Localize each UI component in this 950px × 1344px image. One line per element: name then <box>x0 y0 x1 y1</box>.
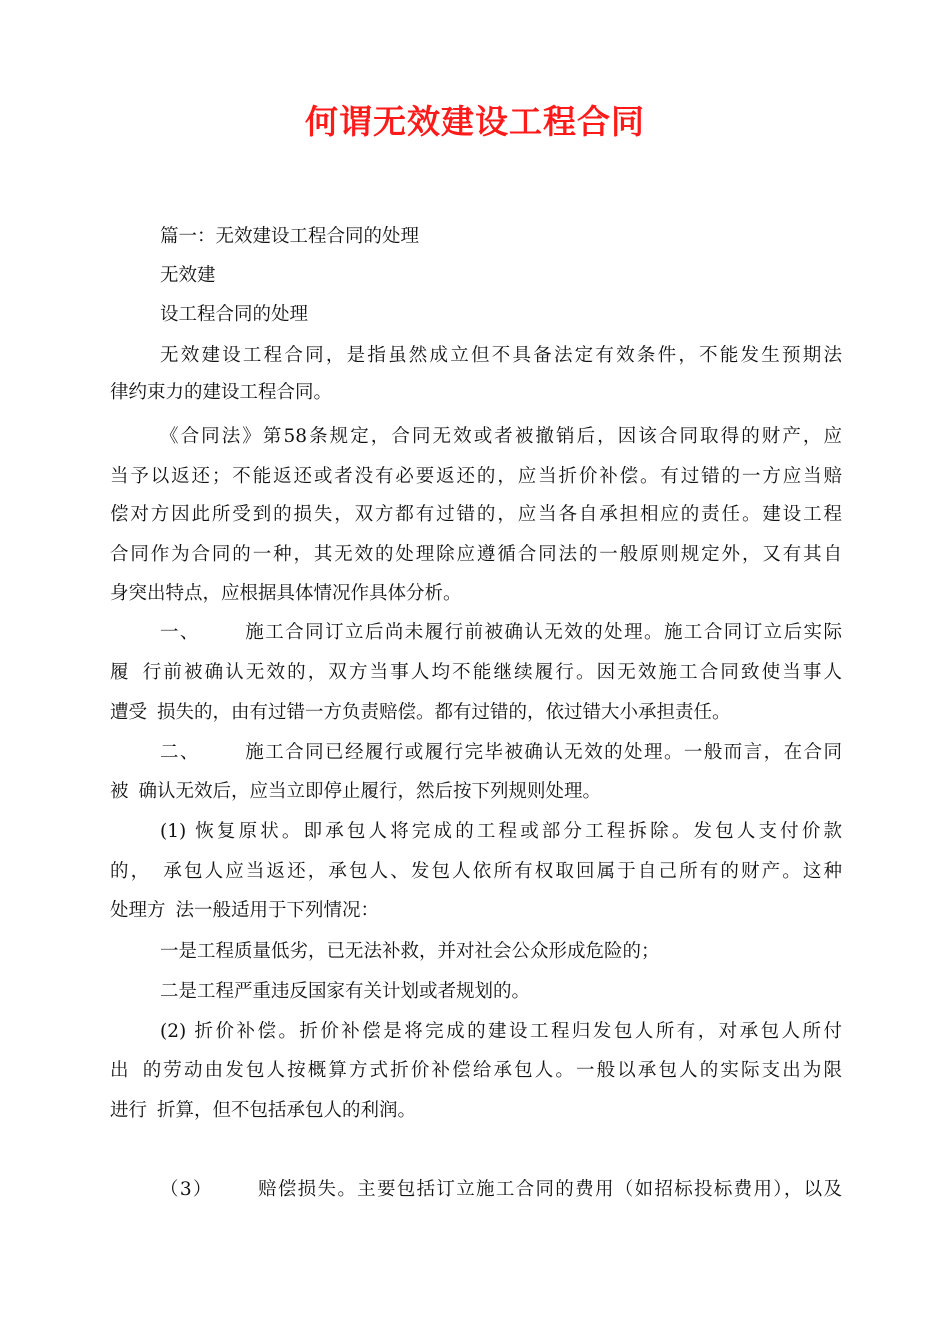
item-one-line: 处理方 法一般适用于下列情况： <box>110 900 380 921</box>
document-title: 何谓无效建设工程合同 <box>305 102 645 141</box>
item-two-line: 进行 折算，但不包括承包人的利润。 <box>110 1100 417 1121</box>
item-one-line: (1) 恢复原状。即承包人将完成的工程或部分工程拆除。发包人支付价款 <box>160 821 842 842</box>
paragraph-line: 偿对方因此所受到的损失，双方都有过错的，应当各自承担相应的责任。建设工程 <box>110 504 842 525</box>
paragraph-line: 身突出特点，应根据具体情况作具体分析。 <box>110 583 462 604</box>
split-heading-line: 无效建 <box>160 265 216 286</box>
case-two-marker: 二、 <box>160 742 200 763</box>
case-two-line: 被 确认无效后，应当立即停止履行，然后按下列规则处理。 <box>110 781 602 802</box>
item-two-line: (2) 折价补偿。折价补偿是将完成的建设工程归发包人所有，对承包人所付 <box>160 1021 842 1042</box>
case-one-line: 遭受 损失的，由有过错一方负责赔偿。都有过错的，依过错大小承担责任。 <box>110 702 731 723</box>
case-two-line: 二、 施工合同已经履行或履行完毕被确认无效的处理。一般而言，在合同 <box>160 742 842 763</box>
case-one-line: 一、 施工合同订立后尚未履行前被确认无效的处理。施工合同订立后实际 <box>160 622 842 643</box>
item-three-line: （3） 赔偿损失。主要包括订立施工合同的费用（如招标投标费用），以及 <box>160 1179 842 1200</box>
item-three-marker: （3） <box>160 1179 213 1200</box>
item-two-line: 出 的劳动由发包人按概算方式折价补偿给承包人。一般以承包人的实际支出为限 <box>110 1060 842 1081</box>
paragraph-line: 《合同法》第58条规定，合同无效或者被撤销后，因该合同取得的财产，应 <box>160 426 842 447</box>
paragraph-line: 合同作为合同的一种，其无效的处理除应遵循合同法的一般原则规定外，又有其自 <box>110 544 842 565</box>
paragraph-line: 律约束力的建设工程合同。 <box>110 382 333 403</box>
case-one-line: 履 行前被确认无效的，双方当事人均不能继续履行。因无效施工合同致使当事人 <box>110 662 842 683</box>
paragraph-line: 当予以返还；不能返还或者没有必要返还的，应当折价补偿。有过错的一方应当赔 <box>110 466 842 487</box>
paragraph-line: 无效建设工程合同，是指虽然成立但不具备法定有效条件，不能发生预期法 <box>160 345 842 366</box>
section-heading: 篇一：无效建设工程合同的处理 <box>160 226 420 247</box>
split-heading-line: 设工程合同的处理 <box>160 304 309 325</box>
item-one-line: 的， 承包人应当返还，承包人、发包人依所有权取回属于自己所有的财产。这种 <box>110 861 842 882</box>
situation-line: 一是工程质量低劣，已无法补救，并对社会公众形成危险的； <box>160 941 660 962</box>
case-one-marker: 一、 <box>160 622 200 643</box>
situation-line: 二是工程严重违反国家有关计划或者规划的。 <box>160 981 531 1002</box>
